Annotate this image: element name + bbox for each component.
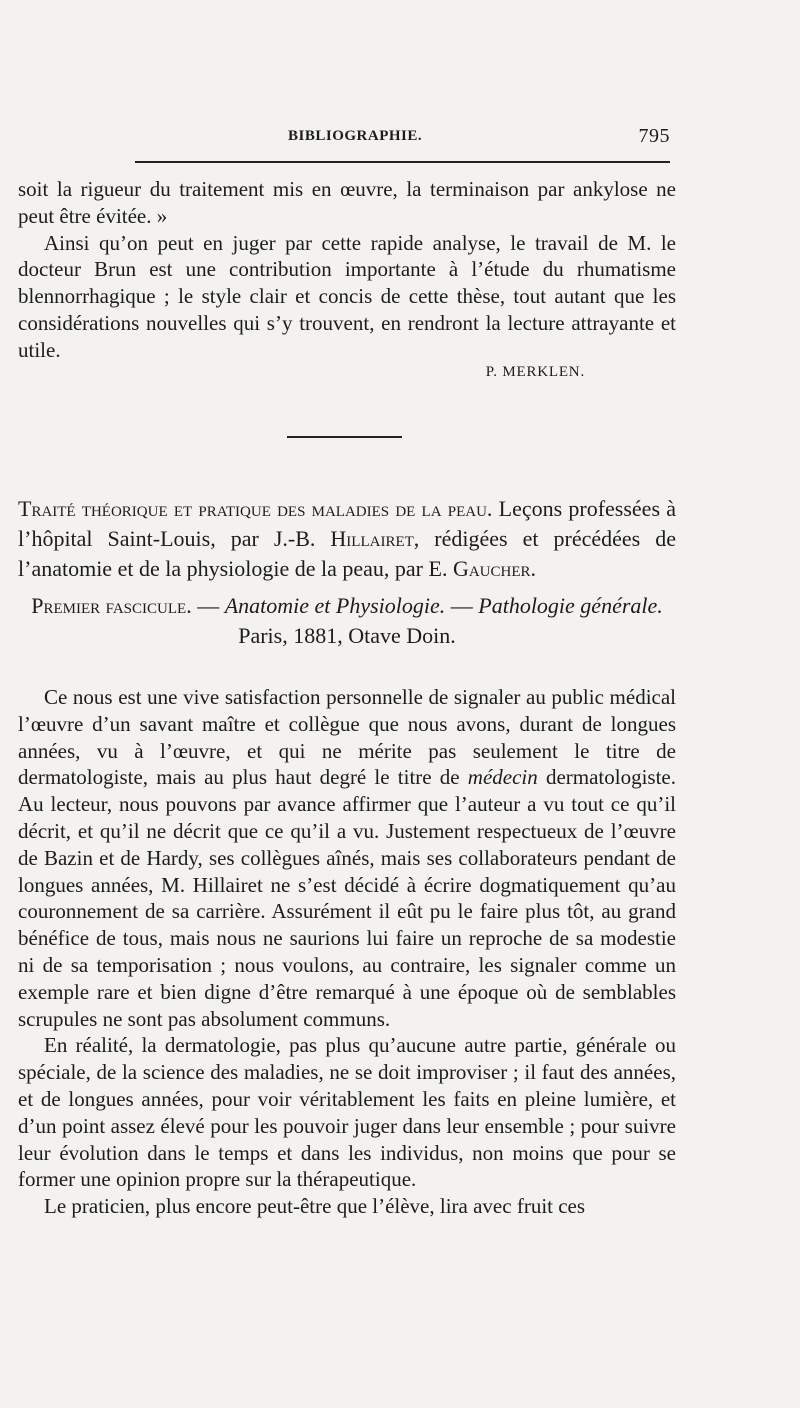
publication-info: Paris, 1881, Otave Doin. — [238, 623, 456, 648]
fascicle-label: Premier fascicule. — [31, 593, 192, 618]
title-text: , rédigées et précédées de l’anatomie et de la physiologie de la peau, par E. — [18, 526, 676, 581]
paragraph — [18, 684, 676, 1032]
reviewer-signature: P. MERKLEN. — [485, 364, 585, 380]
review-body — [18, 684, 676, 1220]
fascicle-line — [18, 591, 676, 651]
text-run: Ce nous est une vive satisfaction personnelle de signaler au public médical l’œuvre d’un savant maître et collègue que nous avons, durant de longues années, vu à l’œuvre, et qui ne mérite pas seulement le titre de dermatologiste, mais au plus haut degré le titre de — [18, 685, 676, 790]
header-rule — [135, 161, 670, 163]
fascicle-part: Anatomie et Physiologie. — [224, 593, 446, 618]
section-divider — [287, 436, 402, 438]
review-title — [18, 494, 676, 584]
book-title: Traité théorique et pratique des maladies de la peau. — [18, 496, 493, 521]
paragraph: Ainsi qu’on peut en juger par cette rapide analyse, le travail de M. le docteur Brun est une contribution importante à l’étude du rhumatisme blennorrhagique ; le style clair et concis de cette thèse, tout autant que les considérations nouvelles qui s’y trouvent, en rendront la lecture attrayante et utile. — [18, 230, 676, 362]
text-run: dermatologiste. Au lecteur, nous pouvons par avance affirmer que l’auteur a vu tout ce qu’il décrit, et qu’il ne décrit que ce qu’il a vu. Justement respectueux de l’œuvre de Bazin et de Hardy, ses collègues aînés, mais ses collaborateurs pendant de longues années, M. Hillairet ne s’est décidé à écrire dogmatiquement qu’au couronnement de sa carrière. Assurément il eût pu le faire plus tôt, au grand bénéfice de tous, mais nous ne saurions lui faire un reproche de sa modestie ni de sa temporisation ; nous voulons, au contraire, les signaler comme un exemple rare et bien digne d’être remarqué à une époque où de semblables scrupules ne sont pas absolument communs. — [18, 765, 677, 1031]
title-text: . — [530, 556, 537, 581]
emphasis: médecin — [467, 765, 538, 790]
paragraph: En réalité, la dermatologie, pas plus qu’aucune autre partie, générale ou spéciale, de la science des maladies, ne se doit improviser ; il faut des années, et de longues années, pour voir véritablement les faits en pleine lumière, et d’un point assez élevé pour les pouvoir juger dans leur ensemble ; pour suivre leur évolution dans le temps et dans les individus, non moins que pour se former une opinion propre sur la thérapeutique. — [18, 1033, 676, 1192]
author-name: Hillairet — [330, 526, 414, 551]
paragraph: soit la rigueur du traitement mis en œuvre, la terminaison par ankylose ne peut être évitée. » — [18, 177, 676, 228]
page-number: 795 — [638, 125, 670, 147]
fascicle-part: Pathologie générale. — [478, 593, 663, 618]
paragraph: Le praticien, plus encore peut-être que l’élève, lira avec fruit ces — [44, 1194, 586, 1219]
author-name: Gaucher — [452, 556, 531, 581]
previous-review-end — [18, 176, 676, 364]
running-title: BIBLIOGRAPHIE. — [288, 128, 423, 144]
dash: — — [445, 593, 479, 618]
dash: — — [191, 593, 225, 618]
title-text: Leçons professées à l’hôpital Saint-Louis, par J.-B. — [18, 496, 676, 551]
